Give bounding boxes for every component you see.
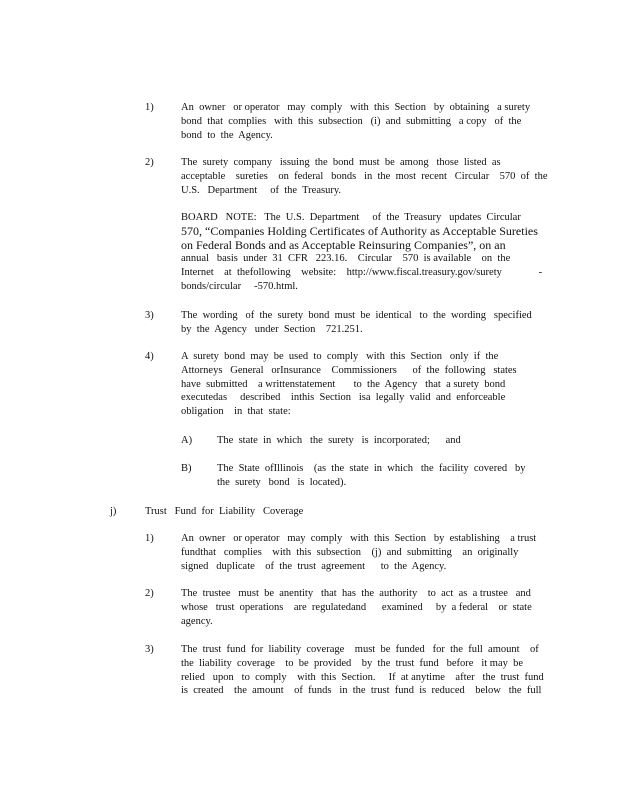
text-line: The state in which the surety is incorporated; and bbox=[217, 435, 461, 446]
board-note bbox=[181, 211, 543, 294]
sub-item-number: B) bbox=[181, 463, 192, 474]
item-number: 3) bbox=[145, 310, 154, 321]
item-number: 3) bbox=[145, 644, 154, 655]
paragraph-sub-b bbox=[217, 462, 537, 490]
paragraph-i-1 bbox=[181, 101, 533, 142]
paragraph-j-1 bbox=[181, 532, 537, 573]
text-line: bonds/circular -570.html. bbox=[181, 280, 298, 292]
text-line: acceptable sureties on federal bonds in the most recent Circular 570 of the bbox=[181, 170, 548, 182]
text-line: is created the amount of funds in the trust fund is reduced below the full bbox=[181, 685, 542, 697]
paragraph-i-2 bbox=[181, 156, 548, 197]
text-line: the liability coverage to be provided by the trust fund before it may be bbox=[181, 657, 524, 669]
text-line: executedas described inthis Section isa legally valid and enforceable bbox=[181, 392, 506, 404]
text-line: U.S. Department of the Treasury. bbox=[181, 184, 342, 196]
text-line: obligation in that state: bbox=[181, 406, 291, 418]
paragraph-i-3 bbox=[181, 309, 533, 337]
text-line: A surety bond may be used to comply with this Section only if the bbox=[181, 351, 499, 362]
item-number: 1) bbox=[145, 533, 154, 544]
text-line: The trustee must be anentity that has the authority to act as a trustee and bbox=[181, 588, 531, 599]
paragraph-j-2 bbox=[181, 587, 537, 628]
text-line: relied upon to comply with this Section. If at anytime after the trust fund bbox=[181, 671, 544, 683]
section-number: j) bbox=[110, 506, 117, 517]
item-number: 4) bbox=[145, 351, 154, 362]
text-line: The State ofIllinois (as the state in which the facility covered by bbox=[217, 463, 526, 474]
section-title: Trust Fund for Liability Coverage bbox=[145, 506, 304, 517]
text-line: An owner or operator may comply with this Section by obtaining a surety bbox=[181, 102, 531, 113]
sub-item-number: A) bbox=[181, 435, 193, 446]
text-line: 570, “Companies Holding Certificates of Authority as Acceptable Sureties bbox=[181, 223, 538, 238]
text-line: annual basis under 31 CFR 223.16. Circular 570 is available on the bbox=[181, 253, 511, 265]
text-line: An owner or operator may comply with this Section by establishing a trust bbox=[181, 533, 537, 544]
text-line: fundthat complies with this subsection (j) and submitting an originally bbox=[181, 546, 519, 558]
text-line: BOARD NOTE: The U.S. Department of the Treasury updates Circular bbox=[181, 212, 521, 223]
text-line: whose trust operations are regulatedand examined by a federal or state bbox=[181, 601, 532, 613]
paragraph-sub-a bbox=[217, 434, 537, 448]
item-number: 2) bbox=[145, 157, 154, 168]
text-line: on Federal Bonds and as Acceptable Reinsuring Companies”, on an bbox=[181, 237, 506, 252]
text-line: Internet at thefollowing website: http://www.fiscal.treasury.gov/surety - bbox=[181, 267, 543, 279]
paragraph-j-3 bbox=[181, 643, 544, 698]
text-line: signed duplicate of the trust agreement to the Agency. bbox=[181, 560, 447, 572]
paragraph-i-4 bbox=[181, 350, 533, 419]
item-number: 1) bbox=[145, 102, 154, 113]
text-line: have submitted a writtenstatement to the Agency that a surety bond bbox=[181, 378, 506, 390]
text-line: The trust fund for liability coverage must be funded for the full amount of bbox=[181, 644, 539, 655]
text-line: by the Agency under Section 721.251. bbox=[181, 323, 363, 335]
item-number: 2) bbox=[145, 588, 154, 599]
text-line: bond that complies with this subsection (i) and submitting a copy of the bbox=[181, 115, 522, 127]
text-line: The wording of the surety bond must be identical to the wording specified bbox=[181, 310, 532, 321]
text-line: bond to the Agency. bbox=[181, 129, 273, 141]
text-line: agency. bbox=[181, 615, 213, 627]
text-line: Attorneys General orInsurance Commissioners of the following states bbox=[181, 364, 517, 376]
text-line: the surety bond is located). bbox=[217, 476, 347, 488]
text-line: The surety company issuing the bond must be among those listed as bbox=[181, 157, 501, 168]
